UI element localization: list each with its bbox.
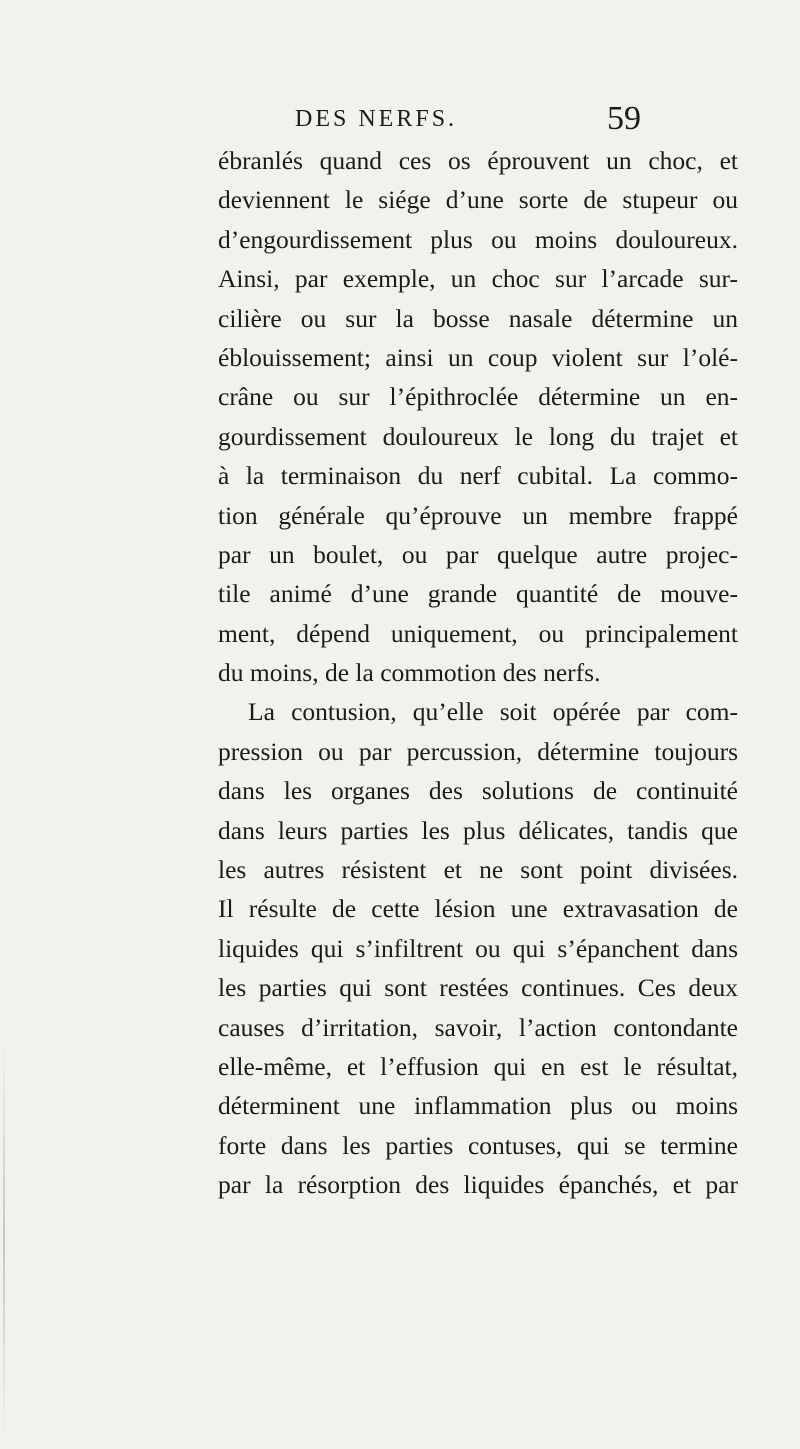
- text-line: forte dans les parties contuses, qui se termine: [218, 1130, 738, 1160]
- text-line: crâne ou sur l’épithroclée détermine un en-: [218, 382, 738, 412]
- text-line: par la résorption des liquides épanchés, et par: [218, 1170, 738, 1200]
- text-line: les autres résistent et ne sont point divisées.: [218, 855, 738, 885]
- text-line: gourdissement douloureux le long du trajet et: [218, 421, 738, 451]
- body-text: [218, 141, 738, 1205]
- text-line: d’engourdissement plus ou moins douloureux.: [218, 224, 738, 254]
- text-line: tion générale qu’éprouve un membre frappé: [218, 500, 738, 530]
- text-line: à la terminaison du nerf cubital. La commo-: [218, 461, 738, 491]
- text-line: cilière ou sur la bosse nasale détermine un: [218, 303, 738, 333]
- text-line: par un boulet, ou par quelque autre projec-: [218, 539, 738, 569]
- text-line: ébranlés quand ces os éprouvent un choc, et: [218, 146, 738, 175]
- text-line: ment, dépend uniquement, ou principalement: [218, 618, 738, 648]
- text-line: elle-même, et l’effusion qui en est le résultat,: [218, 1051, 738, 1081]
- text-line: dans les organes des solutions de continuité: [218, 776, 738, 806]
- text-line: dans leurs parties les plus délicates, tandis que: [218, 815, 738, 845]
- text-line: déterminent une inflammation plus ou moins: [218, 1091, 738, 1121]
- text-line: du moins, de la commotion des nerfs.: [218, 658, 601, 688]
- text-line: pression ou par percussion, détermine toujours: [218, 736, 738, 766]
- text-line: liquides qui s’infiltrent ou qui s’épanchent dans: [218, 933, 738, 963]
- text-line: Ainsi, par exemple, un choc sur l’arcade sur-: [218, 264, 738, 294]
- text-line: La contusion, qu’elle soit opérée par com-: [248, 697, 738, 727]
- text-line: deviennent le siége d’une sorte de stupeur ou: [218, 185, 738, 215]
- text-line: causes d’irritation, savoir, l’action contondante: [218, 1012, 738, 1042]
- text-line: éblouissement; ainsi un coup violent sur l’olé-: [218, 342, 738, 372]
- page-number: 59: [607, 100, 641, 137]
- text-line: Il résulte de cette lésion une extravasation de: [218, 894, 738, 924]
- page-edge-shadow: [3, 1040, 5, 1440]
- running-title: DES NERFS.: [295, 106, 458, 132]
- text-line: tile animé d’une grande quantité de mouve-: [218, 579, 738, 609]
- text-line: les parties qui sont restées continues. Ces deux: [218, 973, 738, 1003]
- running-head: [0, 100, 800, 140]
